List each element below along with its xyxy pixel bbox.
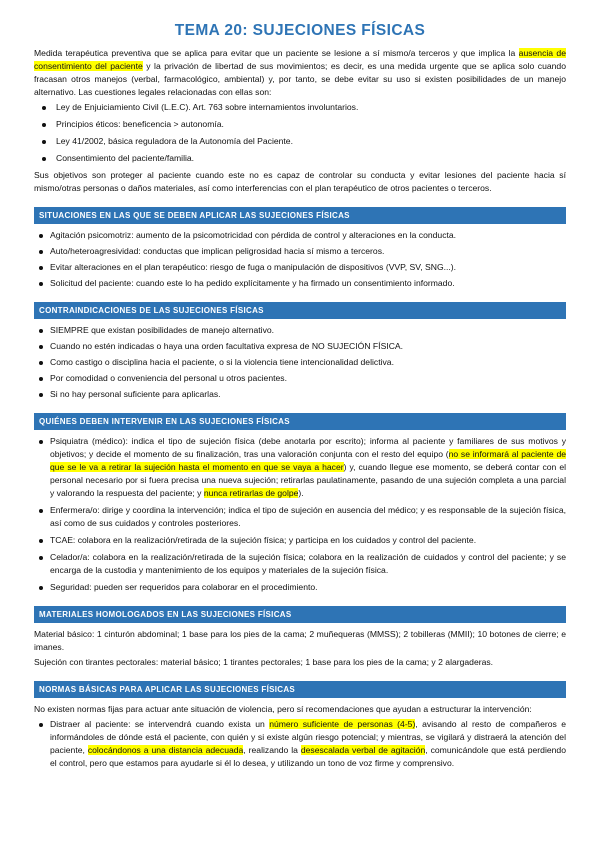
psychiatrist-text-3: ). — [298, 488, 304, 498]
list-item: Principios éticos: beneficencia > autonomía. — [34, 118, 566, 131]
list-item: Celador/a: colabora en la realización/retirada de la sujeción física; colabora en la realización de cuidados y control del paciente; y se encarga de la custodia y mantenimiento de los equipos y materiales de la sujeción física. — [34, 551, 566, 577]
list-item: Agitación psicomotriz: aumento de la psicomotricidad con pérdida de control y alteraciones en la conducta. — [34, 229, 566, 242]
list-item: Solicitud del paciente: cuando este lo ha pedido explícitamente y ha firmado un consentimiento informado. — [34, 277, 566, 290]
list-item: Ley 41/2002, básica reguladora de la Autonomía del Paciente. — [34, 135, 566, 148]
list-item: SIEMPRE que existan posibilidades de manejo alternativo. — [34, 324, 566, 337]
psychiatrist-highlight-2: nunca retirarlas de golpe — [203, 488, 299, 498]
norms-intro: No existen normas fijas para actuar ante situación de violencia, pero sí recomendaciones que ayudan a estructurar la intervención: — [34, 704, 532, 714]
section-header-who: QUIÉNES DEBEN INTERVENIR EN LAS SUJECIONES FÍSICAS — [34, 413, 566, 430]
list-item: Como castigo o disciplina hacia el paciente, o si la violencia tiene intencionalidad delictiva. — [34, 356, 566, 369]
list-item-distract — [34, 718, 566, 770]
section-header-situations: SITUACIONES EN LAS QUE SE DEBEN APLICAR LAS SUJECIONES FÍSICAS — [34, 207, 566, 224]
distract-highlight-2: colocándonos a una distancia adecuada — [87, 745, 244, 755]
page-title: TEMA 20: SUJECIONES FÍSICAS — [174, 22, 426, 39]
list-item: Cuando no estén indicadas o haya una orden facultativa expresa de NO SUJECIÓN FÍSICA. — [34, 340, 566, 353]
intro-text-1: Medida terapéutica preventiva que se aplica para evitar que un paciente se lesione a sí mismo/a terceros y que implica la — [34, 48, 519, 58]
distract-text-3: , realizando la — [243, 745, 301, 755]
psychiatrist-highlight-1: no se informará al paciente de que se le va a retirar la sujeción hasta el momento en que se vaya a hacer — [50, 449, 567, 472]
section-header-contraindications: CONTRAINDICACIONES DE LAS SUJECIONES FÍSICAS — [34, 302, 566, 319]
section-header-materials: MATERIALES HOMOLOGADOS EN LAS SUJECIONES FÍSICAS — [34, 606, 566, 623]
intro-paragraph — [34, 47, 566, 99]
situations-list — [34, 229, 566, 290]
psychiatrist-text-2: ) y, cuando llegue ese momento, se deberá contar con el personal necesario por si fuera precisa una nueva sujeción; retirarlas paulatinamente, pasando de una sujeción completa a una parcial y valorando la respuesta del paciente; y — [50, 462, 567, 498]
list-item: TCAE: colabora en la realización/retirada de la sujeción física; y participa en los cuidados y control del paciente. — [34, 534, 566, 547]
list-item: Seguridad: pueden ser requeridos para colaborar en el procedimiento. — [34, 581, 566, 594]
list-item: Enfermera/o: dirige y coordina la intervención; indica el tipo de sujeción en ausencia del médico; y es responsable de la sujeción física, así como de sus cuidados y controles posteriores. — [34, 504, 566, 530]
distract-text-4: , comunicándole que está perdiendo el control, pero que estamos para ayudarle si él lo desea, y utilizando un tono de voz firme y comprensivo. — [50, 745, 566, 768]
intro-text-2: y la privación de libertad de sus movimientos; es decir, es una medida urgente que se aplica solo cuando fracasan otros manejos (verbal, farmacológico, ambiental) y, por tanto, se debe evitar su uso si existen posibilidades de un manejo alternativo. Las cuestiones legales relacionadas con ellas son: — [34, 61, 566, 97]
objectives-paragraph: Sus objetivos son proteger al paciente cuando este no es capaz de controlar su conducta y evitar lesiones del paciente hacia sí mismo/otras personas o daños materiales, así como interferencias con el plan terapéutico de otros pacientes o terceros. — [34, 170, 566, 193]
list-item: Por comodidad o conveniencia del personal u otros pacientes. — [34, 372, 566, 385]
list-item: Evitar alteraciones en el plan terapéutico: riesgo de fuga o manipulación de dispositivos (VVP, SV, SNG...). — [34, 261, 566, 274]
psychiatrist-text-1: Psiquiatra (médico): indica el tipo de sujeción física (debe anotarla por escrito); informa al paciente y familiares de sus motivos y objetivos; y decide el momento de su finalización, tras una valoración conjunta con el resto del equipo ( — [50, 436, 566, 459]
materials-basic: Material básico: 1 cinturón abdominal; 1 base para los pies de la cama; 2 muñequeras (MMSS); 2 tobilleras (MMII); 10 botones de cierre; e imanes. — [34, 629, 566, 652]
who-list — [34, 435, 566, 594]
distract-text-2: , avisando al resto de compañeros e informándoles de dónde está el paciente, con quién y si existe algún riesgo potencial; y mientras, se vigilará y distraerá la atención del paciente, — [50, 719, 566, 755]
contraindications-list — [34, 324, 566, 401]
section-header-norms: NORMAS BÁSICAS PARA APLICAR LAS SUJECIONES FÍSICAS — [34, 681, 566, 698]
list-item: Ley de Enjuiciamiento Civil (L.E.C). Art. 763 sobre internamientos involuntarios. — [34, 101, 566, 114]
list-item: Auto/heteroagresividad: conductas que implican peligrosidad hacia sí mismo a terceros. — [34, 245, 566, 258]
distract-highlight-3: desescalada verbal de agitación — [300, 745, 426, 755]
list-item: Si no hay personal suficiente para aplicarlas. — [34, 388, 566, 401]
legal-list — [34, 101, 566, 165]
materials-pectoral: Sujeción con tirantes pectorales: material básico; 1 tirantes pectorales; 1 base para los pies de la cama; y 2 alargaderas. — [34, 657, 494, 667]
intro-highlight: ausencia de consentimiento del paciente — [34, 48, 566, 71]
distract-text-1: Distraer al paciente: se intervendrá cuando exista un — [50, 719, 270, 729]
norms-list — [34, 718, 566, 770]
list-item: Consentimiento del paciente/familia. — [34, 152, 566, 165]
distract-highlight-1: número suficiente de personas (4-5) — [269, 719, 416, 729]
list-item-psychiatrist — [34, 435, 566, 500]
